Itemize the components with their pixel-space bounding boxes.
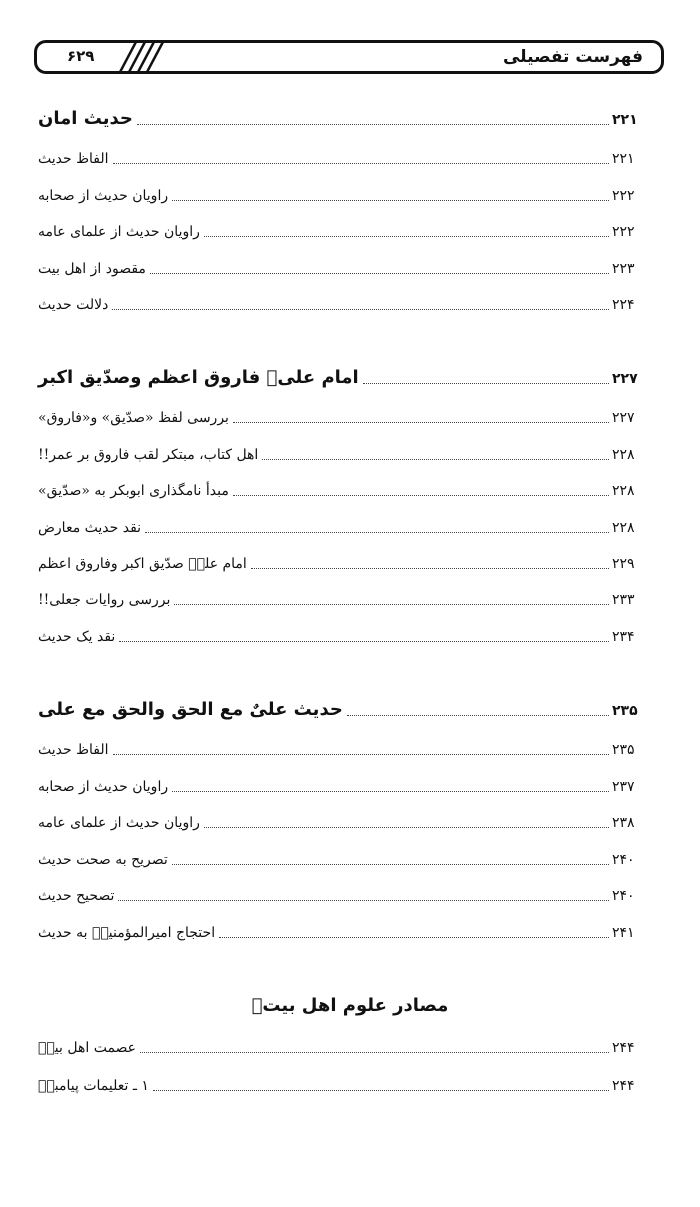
dot-leader <box>145 531 609 533</box>
toc-entry[interactable] <box>36 549 640 575</box>
dot-leader <box>113 753 609 755</box>
toc-entry-label: مقصود از اهل بیت <box>38 261 146 277</box>
toc-entry-label: تصحیح حدیث <box>38 888 115 904</box>
toc-entry[interactable] <box>36 290 640 316</box>
toc-page-number: ۲۴۱ <box>612 925 635 941</box>
toc-page-number: ۲۲۳ <box>612 261 635 277</box>
dot-leader <box>140 1051 609 1053</box>
toc-entry-label: امام علیؑ صدّیق اکبر وفاروق اعظم <box>38 556 247 572</box>
toc-entry-label: نقد حدیث معارض <box>38 520 142 536</box>
toc-entry[interactable] <box>36 403 640 429</box>
dot-leader <box>150 272 609 274</box>
toc-page-number: ۲۳۴ <box>612 629 635 645</box>
running-header <box>34 40 664 74</box>
toc-page-number: ۲۴۴ <box>612 1040 635 1056</box>
toc-entry[interactable] <box>36 144 640 170</box>
toc-entry-label: الفاظ حدیث <box>38 742 109 758</box>
toc-entry[interactable] <box>36 585 640 611</box>
toc-heading-label: حدیث امان <box>38 108 133 129</box>
toc-entry-label: راویان حدیث از علمای عامه <box>38 815 200 831</box>
toc-entry[interactable] <box>36 881 640 907</box>
toc-page-number: ۲۲۱ <box>612 112 638 128</box>
toc-page-number: ۲۴۴ <box>612 1078 635 1094</box>
dot-leader <box>347 714 609 716</box>
toc-page-number: ۲۲۲ <box>612 224 635 240</box>
toc-entry-label: راویان حدیث از صحابه <box>38 779 169 795</box>
toc-entry-label: ۱ ـ تعلیمات پیامبرؐ <box>38 1078 149 1094</box>
toc-entry-label: عصمت اهل بیتؑ <box>38 1040 137 1056</box>
dot-leader <box>204 235 609 237</box>
dot-leader <box>118 899 609 901</box>
toc-page-number: ۲۲۸ <box>612 447 635 463</box>
dot-leader <box>119 640 609 642</box>
toc-heading[interactable] <box>36 364 640 390</box>
toc-entry[interactable] <box>36 622 640 648</box>
toc-entry-label: تصریح به صحت حدیث <box>38 852 168 868</box>
toc-page-number: ۲۴۰ <box>612 852 635 868</box>
dot-leader <box>137 123 609 125</box>
dot-leader <box>153 1089 609 1091</box>
dot-leader <box>174 603 609 605</box>
toc-entry-label: بررسی روایات جعلی!! <box>38 592 171 608</box>
dot-leader <box>233 421 609 423</box>
toc-entry-label: بررسی لفظ «صدّیق» و«فاروق» <box>38 410 229 426</box>
toc-entry[interactable] <box>36 513 640 539</box>
toc-entry[interactable] <box>36 772 640 798</box>
toc-page-number: ۲۲۴ <box>612 297 635 313</box>
toc-heading[interactable] <box>36 696 640 722</box>
toc-page-number: ۲۲۲ <box>612 188 635 204</box>
toc-entry-label: اهل کتاب، مبتکر لقب فاروق بر عمر!! <box>38 447 259 463</box>
toc-entry[interactable] <box>36 1033 640 1059</box>
header-title: فهرست تفصیلی <box>502 47 643 67</box>
header-stripes-decoration <box>119 40 169 74</box>
dot-leader <box>112 308 609 310</box>
dot-leader <box>204 826 609 828</box>
toc-entry[interactable] <box>36 440 640 466</box>
toc-entry-label: احتجاج امیرالمؤمنینؑ به حدیث <box>38 925 216 941</box>
toc-entry[interactable] <box>36 845 640 871</box>
dot-leader <box>219 936 609 938</box>
toc-page-number: ۲۲۷ <box>612 371 638 387</box>
toc-entry[interactable] <box>36 254 640 280</box>
dot-leader <box>172 199 609 201</box>
toc-heading-label: امام علیؑ فاروق اعظم وصدّیق اکبر <box>38 367 359 388</box>
toc-entry[interactable] <box>36 808 640 834</box>
toc-heading[interactable] <box>36 105 640 131</box>
toc-page-number: ۲۳۵ <box>612 742 635 758</box>
toc-entry-label: الفاظ حدیث <box>38 151 109 167</box>
toc-page-number: ۲۳۳ <box>612 592 635 608</box>
dot-leader <box>113 162 609 164</box>
dot-leader <box>363 382 609 384</box>
toc-page-number: ۲۳۸ <box>612 815 635 831</box>
toc-page-number: ۲۲۸ <box>612 483 635 499</box>
toc-entry[interactable] <box>36 735 640 761</box>
dot-leader <box>172 863 609 865</box>
toc-page-number: ۲۲۸ <box>612 520 635 536</box>
toc-page-number: ۲۳۷ <box>612 779 635 795</box>
toc-entry-label: دلالت حدیث <box>38 297 109 313</box>
section-heading-centered[interactable]: مصادر علوم اهل بیتؑ <box>251 995 449 1016</box>
toc-entry[interactable] <box>36 918 640 944</box>
dot-leader <box>172 790 609 792</box>
dot-leader <box>233 494 609 496</box>
toc-entry-label: مبدأ نامگذاری ابوبکر به «صدّیق» <box>38 483 229 499</box>
toc-page-number: ۲۲۷ <box>612 410 635 426</box>
toc-page-number: ۲۲۹ <box>612 556 635 572</box>
toc-page-number: ۲۳۵ <box>612 703 638 719</box>
toc-entry-label: نقد یک حدیث <box>38 629 116 645</box>
toc-entry[interactable] <box>36 1071 640 1097</box>
toc-entry-label: راویان حدیث از صحابه <box>38 188 169 204</box>
toc-entry[interactable] <box>36 217 640 243</box>
dot-leader <box>251 567 609 569</box>
toc-heading-label: حدیث علیٌ مع الحق والحق مع علی <box>38 699 343 720</box>
dot-leader <box>262 458 609 460</box>
toc-entry-label: راویان حدیث از علمای عامه <box>38 224 200 240</box>
toc-page-number: ۲۲۱ <box>612 151 635 167</box>
header-page-number: ۶۲۹ <box>67 47 95 65</box>
toc-entry[interactable] <box>36 476 640 502</box>
toc-page-number: ۲۴۰ <box>612 888 635 904</box>
toc-entry[interactable] <box>36 181 640 207</box>
